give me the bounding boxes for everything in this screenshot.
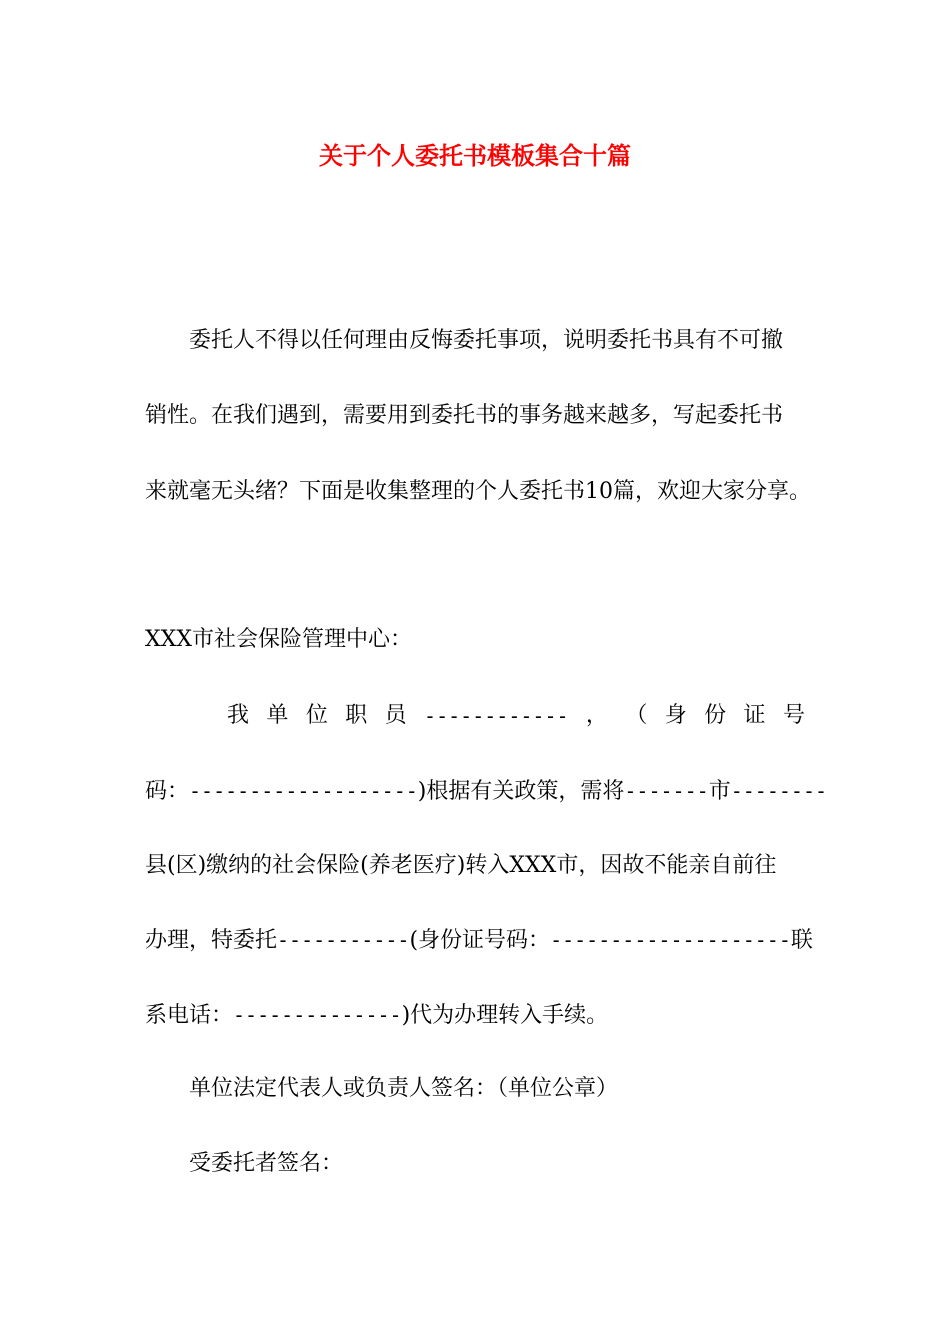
letter-row-4 <box>145 925 813 956</box>
row1-char: ， <box>585 703 608 728</box>
letter-row-5 <box>145 1000 805 1031</box>
row4-suffix: 联 <box>790 928 813 953</box>
intro-line-3: 来就毫无头绪？下面是收集整理的个人委托书10篇，欢迎大家分享。 <box>145 479 811 504</box>
row1-char: 身 <box>664 703 687 728</box>
row1-char: 职 <box>345 703 368 728</box>
letter-row-3: 县(区)缴纳的社会保险(养老医疗)转入XXX市，因故不能亲自前往 <box>145 853 777 878</box>
row2-blank-2: ------- <box>624 779 709 803</box>
row1-char: 证 <box>743 703 766 728</box>
document-title: 关于个人委托书模板集合十篇 <box>319 141 631 170</box>
row2-blank-3: -------- <box>730 779 828 803</box>
letter-row-1 <box>227 701 805 731</box>
row1-char: 位 <box>305 703 328 728</box>
row2-city: 市 <box>708 779 731 804</box>
intro-line-1: 委托人不得以任何理由反悔委托事项，说明委托书具有不可撤 <box>189 328 784 353</box>
row1-blank: ------------ <box>424 704 569 728</box>
row2-prefix: 码： <box>145 779 190 804</box>
signature-unit: 单位法定代表人或负责人签名：（单位公章） <box>189 1076 619 1101</box>
row1-char: 号 <box>782 703 805 728</box>
row5-prefix: 系电话： <box>145 1003 234 1028</box>
row1-char: （ <box>625 703 648 728</box>
row4-blank-2: -------------------- <box>550 928 791 952</box>
row5-blank: -------------- <box>233 1003 402 1027</box>
row2-mid: )根据有关政策，需将 <box>417 779 625 804</box>
row5-suffix: )代为办理转入手续。 <box>401 1003 609 1028</box>
row4-prefix: 办理，特委托 <box>145 928 278 953</box>
signature-agent: 受委托者签名： <box>189 1151 344 1176</box>
row1-char: 员 <box>384 703 407 728</box>
row2-blank-1: ------------------- <box>189 779 418 803</box>
row4-blank-1: ----------- <box>277 928 410 952</box>
letter-salutation: XXX市社会保险管理中心： <box>145 627 412 652</box>
letter-row-2 <box>145 776 828 807</box>
row4-mid: (身份证号码： <box>409 928 551 953</box>
intro-line-2: 销性。在我们遇到，需要用到委托书的事务越来越多，写起委托书 <box>145 403 784 428</box>
row1-char: 单 <box>266 703 289 728</box>
row1-char: 我 <box>227 703 250 728</box>
row1-char: 份 <box>704 703 727 728</box>
